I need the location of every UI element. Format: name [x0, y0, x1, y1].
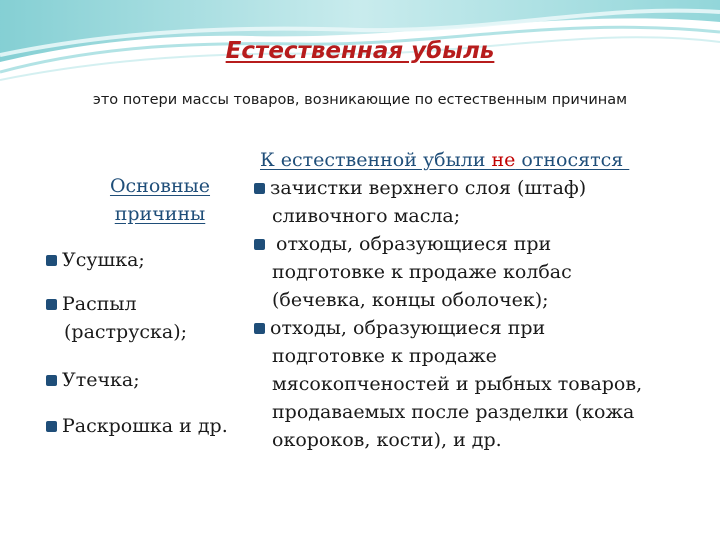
- right-item-sausage: [254, 230, 551, 258]
- square-bullet-icon: [46, 299, 57, 310]
- left-heading-line2: причины: [114, 203, 206, 225]
- square-bullet-icon: [254, 183, 265, 194]
- left-item-crumbling: [46, 412, 228, 440]
- right-item-text: отходы, образующиеся при: [270, 233, 552, 255]
- right-heading-negation: не: [491, 149, 516, 171]
- right-item-smoked-continuation-4: окороков, кости), и др.: [272, 429, 502, 451]
- right-item-smoked: [254, 314, 545, 342]
- square-bullet-icon: [46, 255, 57, 266]
- left-item-dusting-continuation: (раструска);: [64, 321, 188, 343]
- right-heading-part1: К естественной убыли: [260, 149, 492, 171]
- left-column-heading: [60, 172, 260, 228]
- slide-subtitle: это потери массы товаров, возникающие по естественным причинам: [92, 92, 628, 108]
- right-item-text: зачистки верхнего слоя (штаф): [270, 177, 587, 199]
- right-item-sausage-continuation-1: подготовке к продаже колбас: [272, 261, 572, 283]
- right-item-butter: [254, 174, 586, 202]
- left-item-label: Утечка;: [62, 369, 140, 391]
- left-item-shrinkage: [46, 246, 145, 274]
- right-item-butter-continuation: сливочного масла;: [272, 205, 461, 227]
- right-heading-part2: относятся: [515, 149, 630, 171]
- right-item-text: отходы, образующиеся при: [270, 317, 546, 339]
- right-item-sausage-continuation-2: (бечевка, концы оболочек);: [272, 289, 549, 311]
- left-item-label: Распыл: [62, 293, 137, 315]
- left-item-label: Раскрошка и др.: [62, 415, 228, 437]
- right-item-smoked-continuation-2: мясокопченостей и рыбных товаров,: [272, 373, 643, 395]
- left-heading-line1: Основные: [109, 175, 211, 197]
- right-item-smoked-continuation-3: продаваемых после разделки (кожа: [272, 401, 635, 423]
- square-bullet-icon: [254, 239, 265, 250]
- slide-title: Естественная убыль: [225, 38, 495, 64]
- left-item-dusting: [46, 290, 137, 318]
- square-bullet-icon: [46, 375, 57, 386]
- right-column-heading: [260, 146, 629, 174]
- right-item-smoked-continuation-1: подготовке к продаже: [272, 345, 497, 367]
- left-item-leakage: [46, 366, 140, 394]
- square-bullet-icon: [46, 421, 57, 432]
- left-item-label: Усушка;: [62, 249, 145, 271]
- square-bullet-icon: [254, 323, 265, 334]
